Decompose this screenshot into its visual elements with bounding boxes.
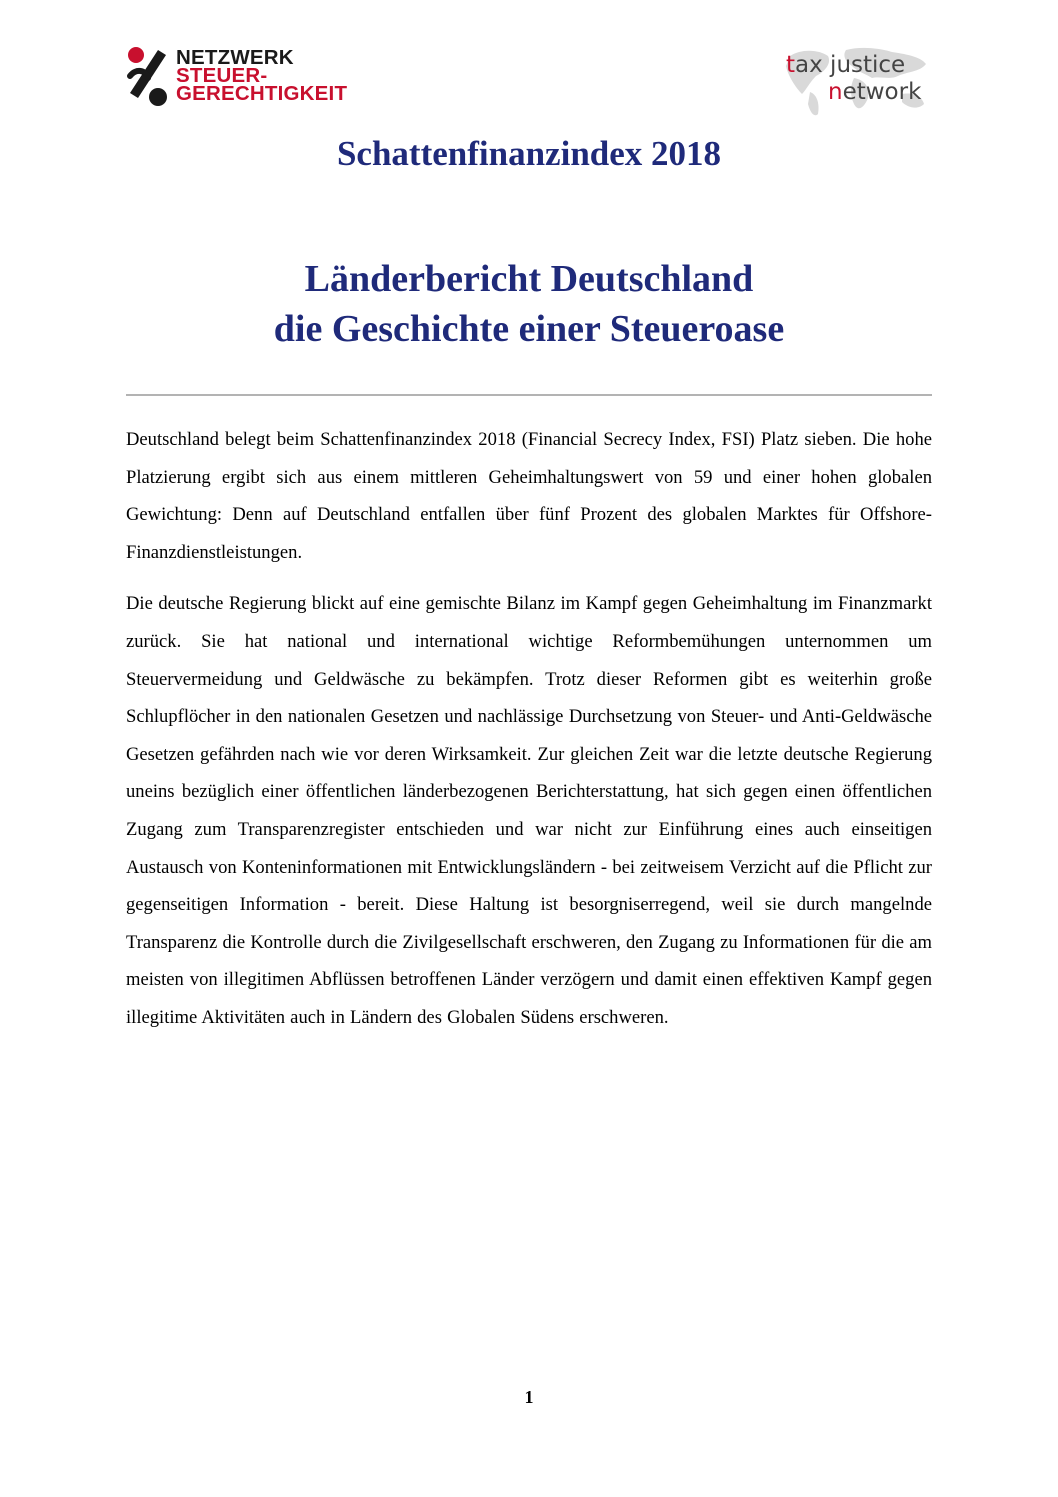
page-number: 1 xyxy=(524,1387,534,1407)
subtitle-line2: die Geschichte einer Steueroase xyxy=(273,308,785,350)
body-text xyxy=(126,421,932,1051)
logo-right-line1-rest: ax justice xyxy=(795,52,906,78)
logo-left-line3: GERECHTIGKEIT xyxy=(176,82,348,105)
logo-right-line2-rest: etwork xyxy=(842,79,922,105)
document-subtitle xyxy=(0,254,1058,354)
paragraph-2: Die deutsche Regierung blickt auf eine gemischte Bilanz im Kampf gegen Geheimhaltung im Finanzmarkt zurück. Sie hat national und international wichtige Reformbemühungen unternommen um Steuervermeidung und Geldwäsche zu bekämpfen. Trotz dieser Reformen gibt es weiterhin große Schlupflöcher in den nationalen Gesetzen und nachlässige Durchsetzung von Steuer- und Anti-Geldwäsche Gesetzen gefährden nach wie vor deren Wirksamkeit. Zur gleichen Zeit war die letzte deutsche Regierung uneins bezüglich einer öffentlichen länderbezogenen Berichterstattung, hat sich gegen einen öffentlichen Zugang zum Transparenzregister entschieden und war nicht zur Einführung eines auch einseitigen Austausch von Konteninformationen mit Entwicklungsländern - bei zeitweisem Verzicht auf die Pflicht zur gegenseitigen Information - bereit. Diese Haltung ist besorgniserregend, weil sie durch mangelnde Transparenz die Kontrolle durch die Zivilgesellschaft erschweren, den Zugang zu Informationen für die am meisten von illegitimen Abflüssen betroffenen Länder verzögern und damit einen effektiven Kampf gegen illegitime Aktivitäten auch in Ländern des Globalen Südens erschweren. xyxy=(126,593,932,1028)
section-divider xyxy=(126,394,932,396)
document-title: Schattenfinanzindex 2018 xyxy=(336,134,722,173)
netzwerk-logo-mark-icon xyxy=(126,46,176,108)
logo-right-line2-accent: n xyxy=(828,79,843,105)
tax-justice-network-logo xyxy=(780,42,932,120)
logo-left-line2: STEUER- xyxy=(176,64,268,87)
logo-left-line1: NETZWERK xyxy=(176,46,294,69)
netzwerk-steuergerechtigkeit-logo xyxy=(126,46,376,108)
logo-right-line2 xyxy=(828,79,921,105)
subtitle-line1: Länderbericht Deutschland xyxy=(304,258,754,300)
logo-right-line1 xyxy=(786,52,905,78)
paragraph-1: Deutschland belegt beim Schattenfinanzindex 2018 (Financial Secrecy Index, FSI) Platz sieben. Die hohe Platzierung ergibt sich aus einem mittleren Geheimhaltungswert von 59 und einer hohen globalen Gewichtung: Denn auf Deutschland entfallen über fünf Prozent des globalen Marktes für Offshore-Finanzdienstleistungen. xyxy=(126,429,932,563)
logo-right-line1-accent: t xyxy=(786,52,796,78)
